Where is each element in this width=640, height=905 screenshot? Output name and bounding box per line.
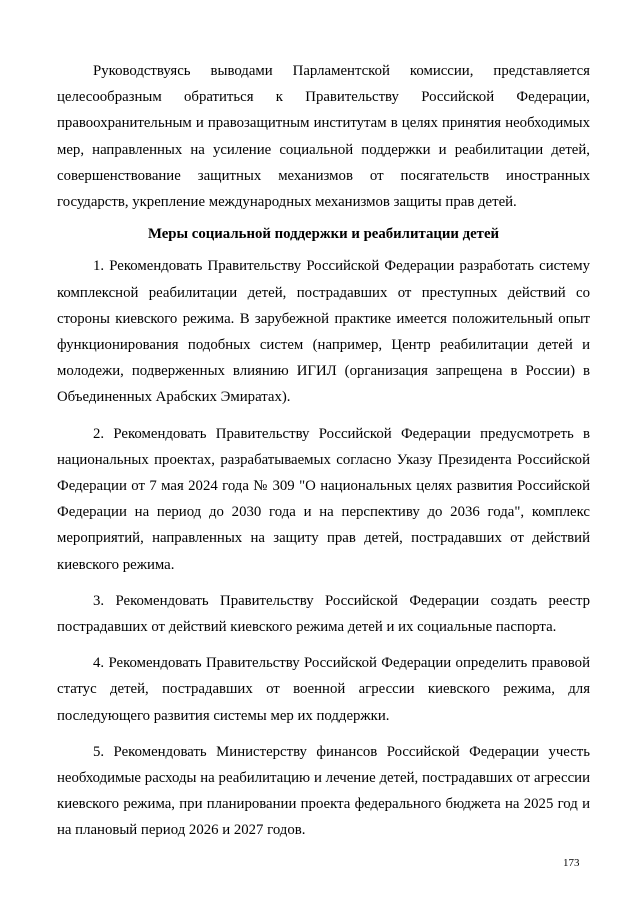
document-page <box>57 58 590 844</box>
section-heading: Меры социальной поддержки и реабилитации детей <box>147 226 500 243</box>
recommendation-item-5: 5. Рекомендовать Министерству финансов Российской Федерации учесть необходимые расходы на реабилитацию и лечение детей, пострадавших от агрессии киевского режима, при планировании проекта федерального бюджета на 2025 год и на плановый период 2026 и 2027 годов. <box>57 743 590 839</box>
intro-paragraph: Руководствуясь выводами Парламентской комиссии, представляется целесообразным обратиться к Правительству Российской Федерации, правоохранительным и правозащитным институтам в целях принятия необходимых мер, направленных на усиление социальной поддержки и реабилитации детей, совершенствование защитных механизмов от посягательств иностранных государств, укрепление международных механизмов защиты прав детей. <box>57 63 590 211</box>
recommendation-item-2: 2. Рекомендовать Правительству Российской Федерации предусмотреть в национальных проектах, разрабатываемых согласно Указу Президента Российской Федерации от 7 мая 2024 года № 309 "О национальных целях развития Российской Федерации на период до 2030 года и на перспективу до 2036 года", комплекс мероприятий, направленных на защиту прав детей, пострадавших от действий киевского режима. <box>57 425 590 573</box>
recommendation-item-4: 4. Рекомендовать Правительству Российской Федерации определить правовой статус детей, пострадавших от военной агрессии киевского режима, для последующего развития системы мер их поддержки. <box>57 655 590 724</box>
page-number: 173 <box>563 857 580 869</box>
recommendation-item-3: 3. Рекомендовать Правительству Российской Федерации создать реестр пострадавших от действий киевского режима детей и их социальные паспорта. <box>57 592 590 636</box>
recommendation-item-1: 1. Рекомендовать Правительству Российской Федерации разработать систему комплексной реабилитации детей, пострадавших от преступных действий со стороны киевского режима. В зарубежной практике имеется положительный опыт функционирования подобных систем (например, Центр реабилитации детей и молодежи, подверженных влиянию ИГИЛ (организация запрещена в России) в Объединенных Арабских Эмиратах). <box>57 258 590 406</box>
